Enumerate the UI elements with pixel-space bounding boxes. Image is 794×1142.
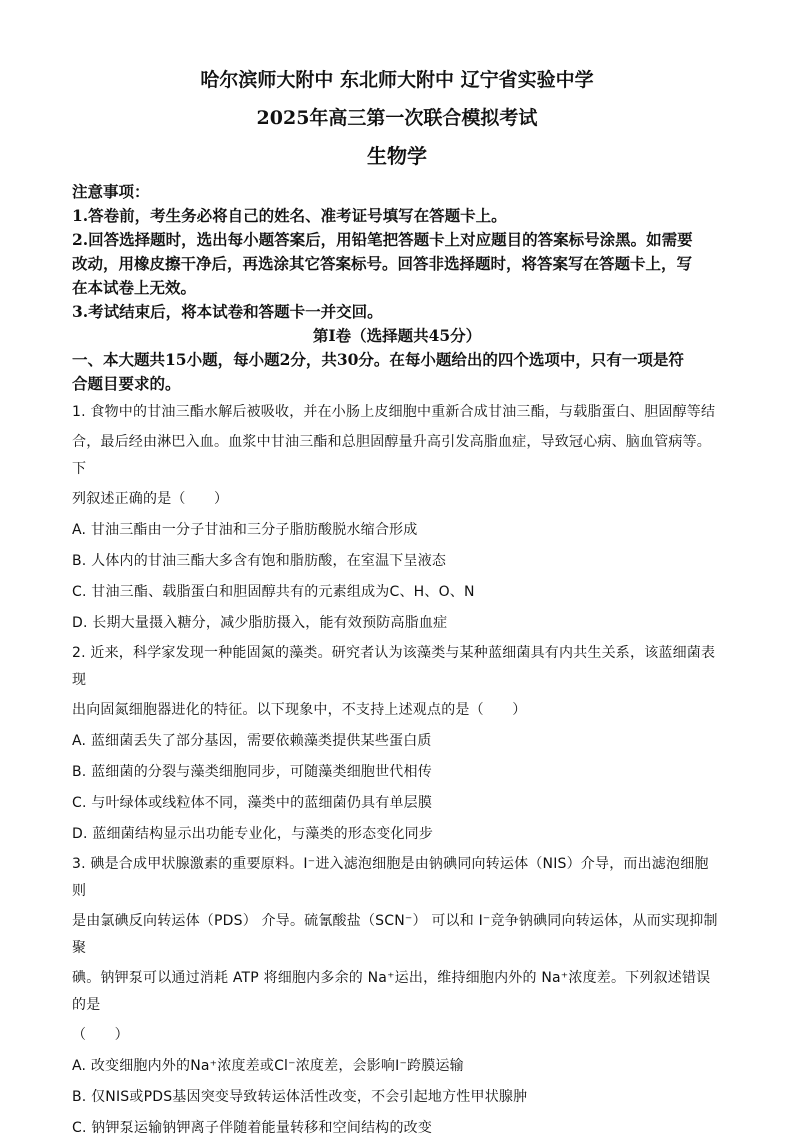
question-stem-line: 3. 碘是合成甲状腺激素的重要原料。I⁻进入滤泡细胞是由钠碘同向转运体（NIS）介导，而出滤泡细胞则 <box>72 856 709 899</box>
option-a: A. 改变细胞内外的Na⁺浓度差或Cl⁻浓度差，会影响I⁻跨膜运输 <box>72 1058 464 1074</box>
option-a: A. 蓝细菌丢失了部分基因，需要依赖藻类提供某些蛋白质 <box>72 733 432 749</box>
note-line: 3.考试结束后，将本试卷和答题卡一并交回。 <box>72 302 383 321</box>
section-title: 第Ⅰ卷（选择题共45分） <box>312 326 482 345</box>
question-2 <box>72 640 722 848</box>
subject-title: 生物学 <box>367 144 427 168</box>
question-stem-line: 列叙述正确的是（ ） <box>72 491 229 507</box>
question-stem-line: 出向固氮细胞器进化的特征。以下现象中，不支持上述观点的是（ ） <box>72 702 527 718</box>
section-instruction: 一、本大题共15小题，每小题2分，共30分。在每小题给出的四个选项中，只有一项是符 <box>72 350 684 369</box>
question-stem-line: 1. 食物中的甘油三酯水解后被吸收，并在小肠上皮细胞中重新合成甘油三酯，与载脂蛋白、胆固醇等结 <box>72 404 716 420</box>
option-c: C. 钠钾泵运输钠钾离子伴随着能量转移和空间结构的改变 <box>72 1120 433 1136</box>
option-b: B. 仅NIS或PDS基因突变导致转运体活性改变，不会引起地方性甲状腺肿 <box>72 1089 528 1105</box>
question-1 <box>72 399 722 637</box>
question-stem-line: 合，最后经由淋巴入血。血浆中甘油三酯和总胆固醇量升高引发高脂血症，导致冠心病、脑血管病等。下 <box>72 434 711 477</box>
option-d: D. 蓝细菌结构显示出功能专业化，与藻类的形态变化同步 <box>72 826 434 842</box>
section-instruction: 合题目要求的。 <box>72 374 181 393</box>
option-c: C. 甘油三酯、载脂蛋白和胆固醇共有的元素组成为C、H、O、N <box>72 584 475 600</box>
question-stem-line: 碘。钠钾泵可以通过消耗 ATP 将细胞内多余的 Na⁺运出，维持细胞内外的 Na⁺浓度差。下列叙述错误的是 <box>72 970 711 1013</box>
question-stem-line: （ ） <box>72 1027 129 1043</box>
note-line: 2.回答选择题时，选出每小题答案后，用铅笔把答题卡上对应题目的答案标号涂黑。如需要 <box>72 230 693 249</box>
exam-title: 2025年高三第一次联合模拟考试 <box>256 107 538 129</box>
notes-heading: 注意事项： <box>72 182 150 201</box>
note-line: 在本试卷上无效。 <box>72 278 197 297</box>
note-line: 改动，用橡皮擦干净后，再选涂其它答案标号。回答非选择题时，将答案写在答题卡上，写 <box>72 254 693 273</box>
schools-title: 哈尔滨师大附中 东北师大附中 辽宁省实验中学 <box>200 69 594 91</box>
question-stem-line: 是由氯碘反向转运体（PDS） 介导。硫氰酸盐（SCN⁻） 可以和 I⁻竞争钠碘同向转运体，从而实现抑制聚 <box>72 913 718 956</box>
option-a: A. 甘油三酯由一分子甘油和三分子脂肪酸脱水缩合形成 <box>72 522 418 538</box>
option-c: C. 与叶绿体或线粒体不同，藻类中的蓝细菌仍具有单层膜 <box>72 795 433 811</box>
option-b: B. 人体内的甘油三酯大多含有饱和脂肪酸，在室温下呈液态 <box>72 553 447 569</box>
option-b: B. 蓝细菌的分裂与藻类细胞同步，可随藻类细胞世代相传 <box>72 764 432 780</box>
option-d: D. 长期大量摄入糖分，减少脂肪摄入，能有效预防高脂血症 <box>72 615 448 631</box>
note-line: 1.答卷前，考生务必将自己的姓名、准考证号填写在答题卡上。 <box>72 206 507 225</box>
question-stem-line: 2. 近来，科学家发现一种能固氮的藻类。研究者认为该藻类与某种蓝细菌具有内共生关系，该蓝细菌表现 <box>72 645 716 688</box>
question-3 <box>72 851 722 1142</box>
